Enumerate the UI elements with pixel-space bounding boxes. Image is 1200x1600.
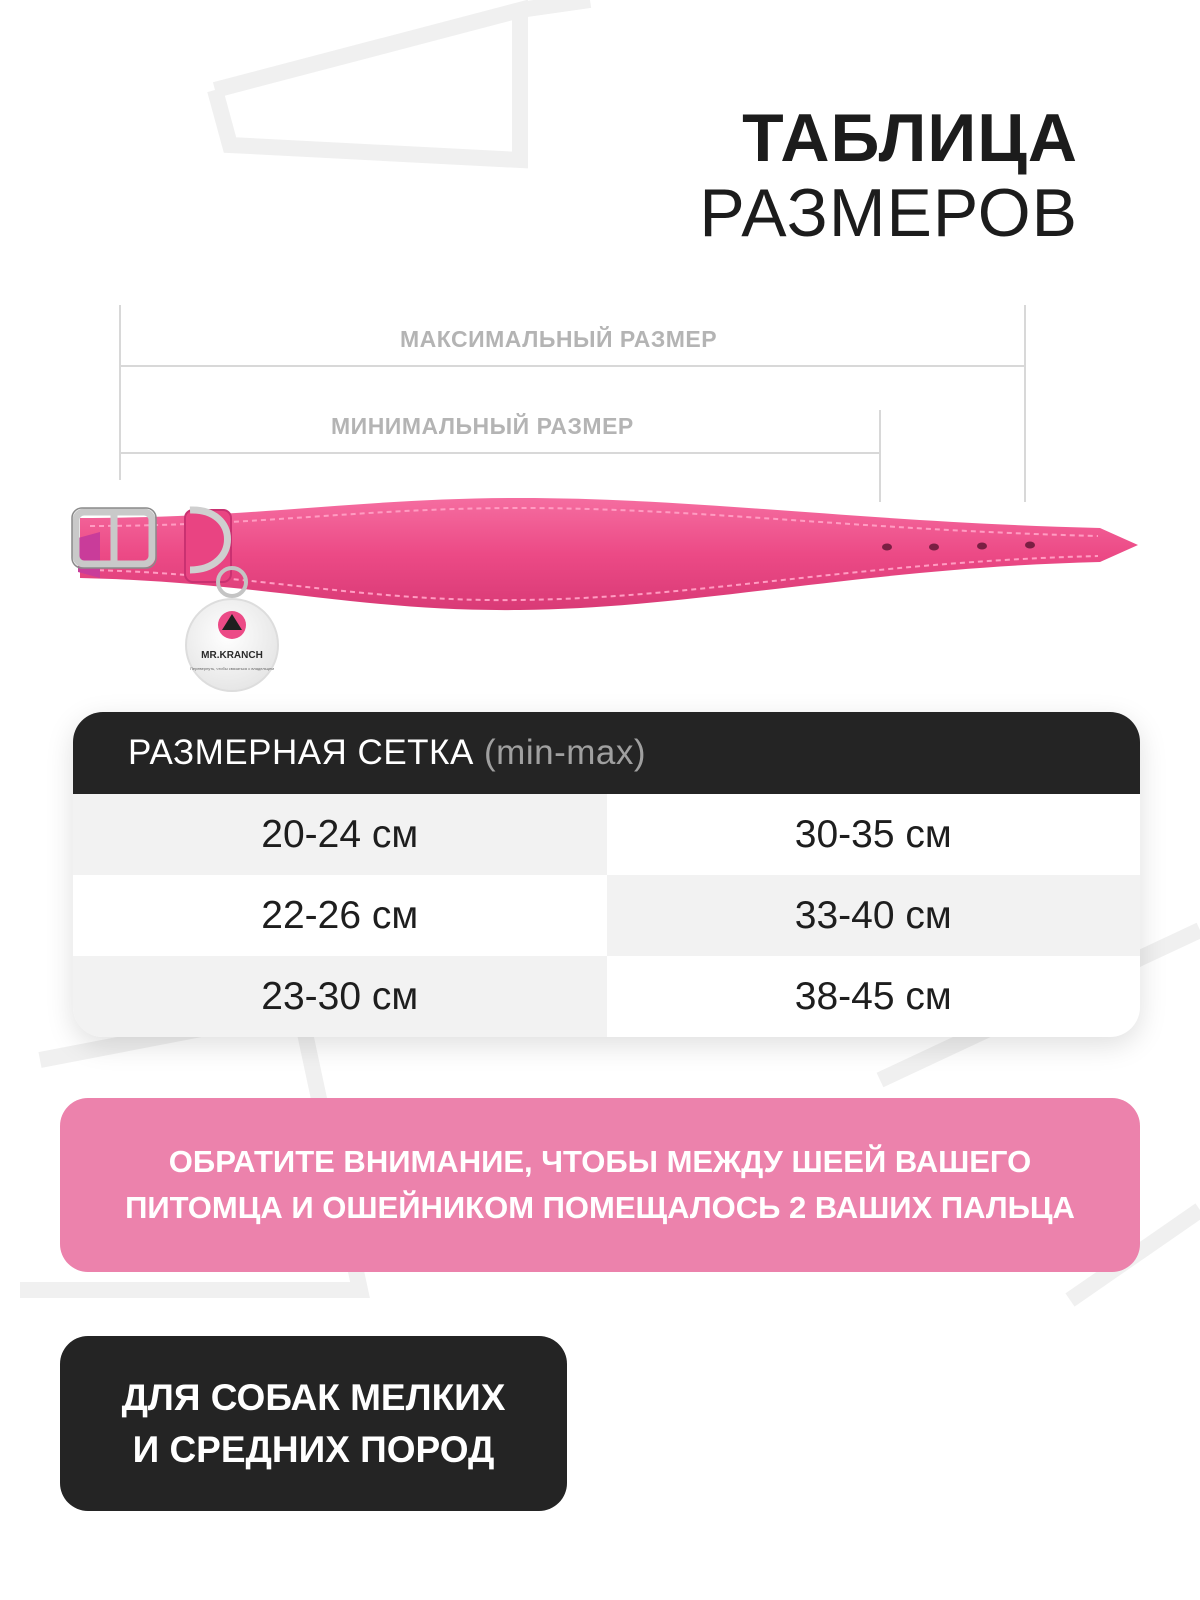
notice-text xyxy=(125,1139,1075,1231)
size-cell: 33-40 см xyxy=(607,875,1141,956)
notice-line-2: ПИТОМЦА И ОШЕЙНИКОМ ПОМЕЩАЛОСЬ 2 ВАШИХ ПАЛЬЦА xyxy=(125,1190,1075,1225)
collar-image xyxy=(0,470,1200,710)
size-table xyxy=(73,712,1140,1037)
size-table-range: (min-max) xyxy=(484,733,647,772)
notice-line-1: ОБРАТИТЕ ВНИМАНИЕ, ЧТОБЫ МЕЖДУ ШЕЕЙ ВАШЕГО xyxy=(168,1144,1032,1179)
breed-badge xyxy=(60,1336,567,1511)
max-size-label: МАКСИМАЛЬНЫЙ РАЗМЕР xyxy=(400,326,718,352)
size-table-header xyxy=(73,712,1140,794)
size-cell: 30-35 см xyxy=(794,813,952,856)
size-cell: 22-26 см xyxy=(261,894,419,937)
min-size-label: МИНИМАЛЬНЫЙ РАЗМЕР xyxy=(331,413,634,439)
tag-caption: Перевернуть, чтобы связаться с владельцем xyxy=(190,666,274,671)
breed-line-2: И СРЕДНИХ ПОРОД xyxy=(132,1428,495,1470)
size-cell: 20-24 см xyxy=(73,794,607,875)
title-line-2: РАЗМЕРОВ xyxy=(699,175,1078,251)
title-line-1: ТАБЛИЦА xyxy=(742,100,1078,176)
breed-text xyxy=(122,1372,506,1476)
notice-banner xyxy=(60,1098,1140,1272)
size-table-grid xyxy=(73,794,1140,1037)
size-table-title: РАЗМЕРНАЯ СЕТКА xyxy=(128,733,474,772)
size-cell: 23-30 см xyxy=(73,956,607,1037)
size-cell: 38-45 см xyxy=(794,975,952,1018)
tag-brand: MR.KRANCH xyxy=(201,650,263,661)
breed-line-1: ДЛЯ СОБАК МЕЛКИХ xyxy=(121,1376,506,1418)
